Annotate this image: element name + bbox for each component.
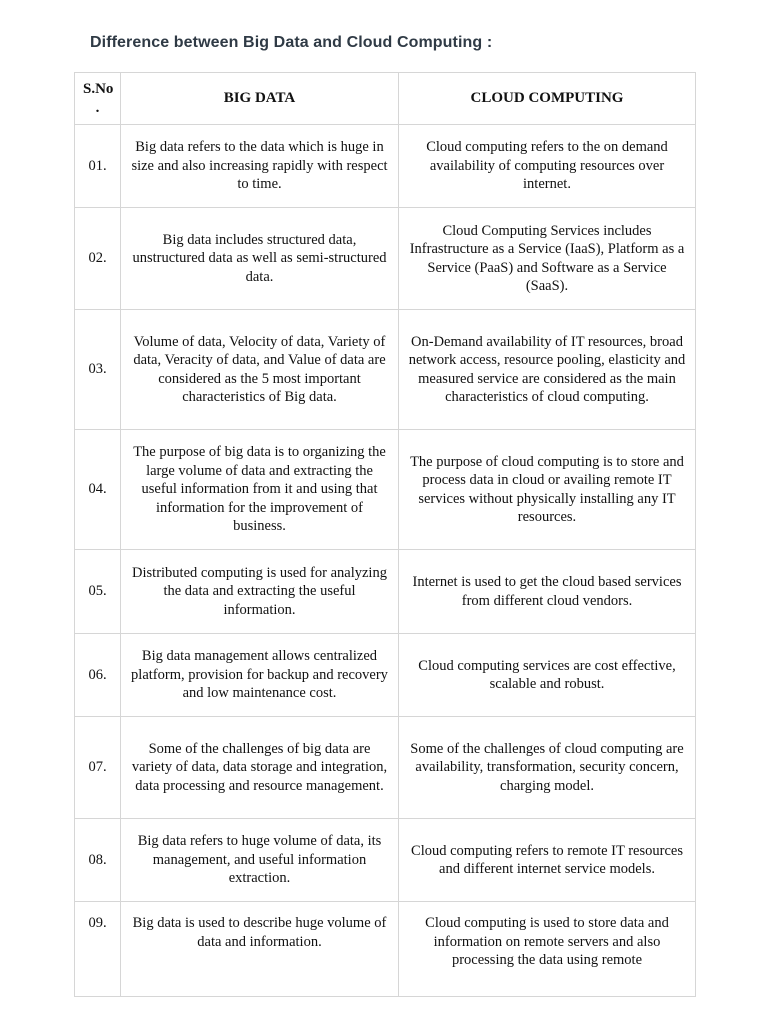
row-cloud-cell: Cloud computing refers to the on demand availability of computing resources over internet.	[399, 125, 696, 208]
header-sno	[75, 73, 121, 125]
table-row	[75, 430, 696, 550]
row-cloud-cell: On-Demand availability of IT resources, broad network access, resource pooling, elasticity and measured service are considered as the main characteristics of cloud computing.	[399, 310, 696, 430]
table-row	[75, 208, 696, 310]
header-cloud-computing: CLOUD COMPUTING	[399, 73, 696, 125]
row-big-data-cell: Volume of data, Velocity of data, Variety of data, Veracity of data, and Value of data are considered as the 5 most important characteristics of Big data.	[121, 310, 399, 430]
row-big-data-cell: Big data refers to the data which is huge in size and also increasing rapidly with respect to time.	[121, 125, 399, 208]
row-big-data-cell: Some of the challenges of big data are variety of data, data storage and integration, data processing and resource management.	[121, 717, 399, 819]
row-big-data-cell: Distributed computing is used for analyzing the data and extracting the useful information.	[121, 550, 399, 634]
table-row	[75, 550, 696, 634]
row-cloud-cell: The purpose of cloud computing is to store and process data in cloud or availing remote IT services without physically installing any IT resources.	[399, 430, 696, 550]
row-cloud-cell: Internet is used to get the cloud based services from different cloud vendors.	[399, 550, 696, 634]
row-sno: 02.	[75, 208, 121, 310]
row-big-data-cell: Big data includes structured data, unstructured data as well as semi-structured data.	[121, 208, 399, 310]
row-sno: 04.	[75, 430, 121, 550]
row-sno: 08.	[75, 819, 121, 902]
header-sno-line1: S.No	[83, 80, 114, 97]
row-cloud-cell: Cloud computing services are cost effective, scalable and robust.	[399, 634, 696, 717]
row-cloud-cell: Some of the challenges of cloud computing are availability, transformation, security concern, charging model.	[399, 717, 696, 819]
row-cloud-cell: Cloud Computing Services includes Infrastructure as a Service (IaaS), Platform as a Service (PaaS) and Software as a Service (SaaS).	[399, 208, 696, 310]
table-row	[75, 310, 696, 430]
row-big-data-cell: The purpose of big data is to organizing the large volume of data and extracting the useful information from it and using that information for the improvement of business.	[121, 430, 399, 550]
header-sno-line2: .	[95, 99, 100, 116]
row-cloud-cell: Cloud computing is used to store data and information on remote servers and also processing the data using remote	[399, 902, 696, 997]
table-row	[75, 634, 696, 717]
row-sno: 09.	[75, 902, 121, 997]
row-sno: 03.	[75, 310, 121, 430]
row-big-data-cell: Big data is used to describe huge volume of data and information.	[121, 902, 399, 997]
table-row	[75, 717, 696, 819]
table-row	[75, 125, 696, 208]
row-sno: 05.	[75, 550, 121, 634]
row-sno: 07.	[75, 717, 121, 819]
comparison-table	[74, 72, 696, 997]
table-row	[75, 819, 696, 902]
page-title: Difference between Big Data and Cloud Computing :	[90, 34, 493, 51]
row-sno: 01.	[75, 125, 121, 208]
row-sno: 06.	[75, 634, 121, 717]
table-header-row	[75, 73, 696, 125]
row-cloud-cell: Cloud computing refers to remote IT resources and different internet service models.	[399, 819, 696, 902]
row-big-data-cell: Big data refers to huge volume of data, its management, and useful information extraction.	[121, 819, 399, 902]
header-big-data: BIG DATA	[121, 73, 399, 125]
table-row	[75, 902, 696, 997]
row-big-data-cell: Big data management allows centralized platform, provision for backup and recovery and low maintenance cost.	[121, 634, 399, 717]
